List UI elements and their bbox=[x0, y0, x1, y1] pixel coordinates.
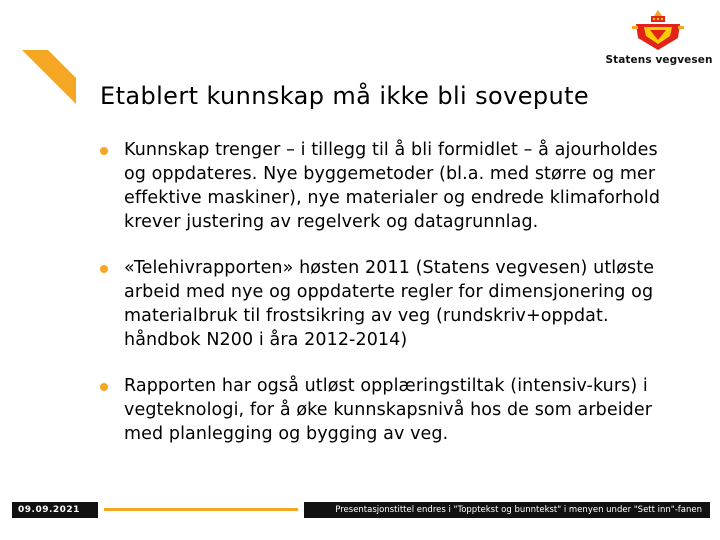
footer-date: 09.09.2021 bbox=[12, 502, 98, 518]
bullet-dot-icon bbox=[100, 147, 108, 155]
bullet-dot-icon bbox=[100, 383, 108, 391]
footer-divider bbox=[104, 508, 298, 511]
footer-note: Presentasjonstittel endres i "Topptekst og bunntekst" i menyen under "Sett inn"-fanen bbox=[304, 502, 710, 518]
logo bbox=[604, 8, 714, 72]
bullet-text: Rapporten har også utløst opplæringstiltak (intensiv-kurs) i vegteknologi, for å øke kunnskapsnivå hos de som arbeider med planlegging og bygging av veg. bbox=[124, 376, 653, 444]
bullet-item bbox=[100, 138, 670, 234]
statens-vegvesen-crest-icon bbox=[630, 8, 686, 52]
bullet-text: Kunnskap trenger – i tillegg til å bli formidlet – å ajourholdes og oppdateres. Nye byggemetoder (bl.a. med større og mer effektive maskiner), nye materialer og endrede klimaforhold krever justering av regelverk og datagrunnlag. bbox=[124, 140, 661, 232]
bullet-dot-icon bbox=[100, 265, 108, 273]
bullet-text: «Telehivrapporten» høsten 2011 (Statens vegvesen) utløste arbeid med nye og oppdaterte regler for dimensjonering og materialbruk til frostsikring av veg (rundskriv+oppdat. håndbok N200 i åra 2012-2014) bbox=[124, 258, 655, 350]
bullet-item bbox=[100, 374, 670, 446]
logo-text: Statens vegvesen bbox=[605, 54, 713, 66]
bullet-item bbox=[100, 256, 670, 352]
slide-title: Etablert kunnskap må ikke bli sovepute bbox=[100, 82, 590, 110]
bullet-list bbox=[100, 138, 670, 468]
